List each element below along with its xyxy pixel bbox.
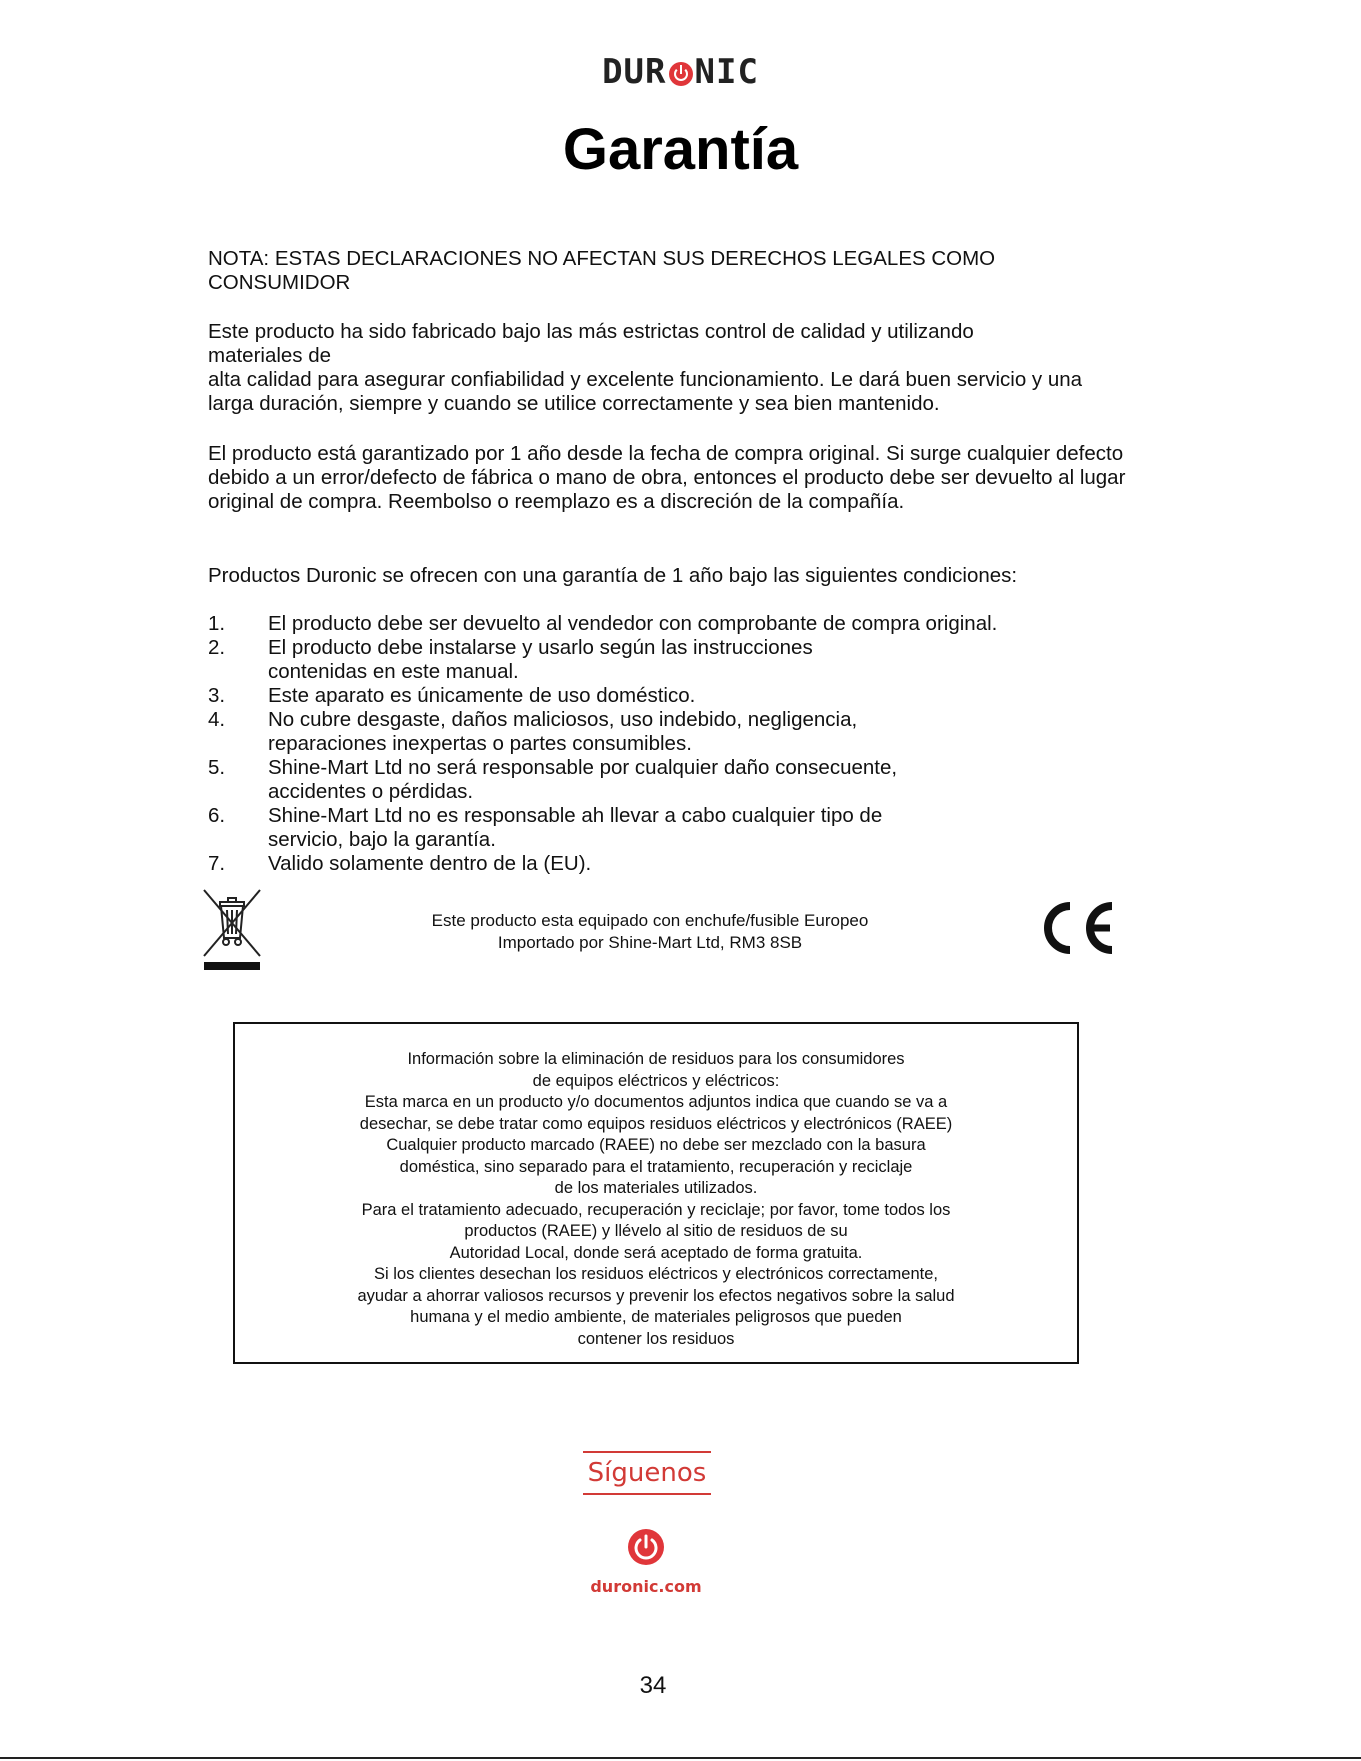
list-item bbox=[208, 852, 1108, 876]
paragraph-quality bbox=[208, 320, 1128, 416]
weee-info-text bbox=[235, 1049, 1077, 1350]
weee-info-box bbox=[233, 1022, 1079, 1364]
weee-bin-icon bbox=[202, 888, 264, 972]
logo-text-right: NIC bbox=[694, 52, 759, 92]
weee-line: contener los residuos bbox=[577, 1329, 735, 1348]
list-item bbox=[208, 804, 1108, 852]
list-item-number: 6. bbox=[208, 804, 226, 827]
weee-line: Información sobre la eliminación de residuos para los consumidores bbox=[407, 1050, 905, 1068]
weee-line: ayudar a ahorrar valiosos recursos y prevenir los efectos negativos sobre la salud bbox=[357, 1286, 955, 1305]
list-item-number: 1. bbox=[208, 612, 226, 635]
list-item-number: 4. bbox=[208, 708, 226, 731]
paragraph-quality-line3: alta calidad para asegurar confiabilidad y excelente funcionamiento. Le dará buen servicio y una larga duración, siempre y cuando se utilice correctamente y sea bien mantenido. bbox=[208, 368, 1083, 415]
bottom-divider bbox=[0, 1757, 1361, 1759]
list-item-number: 2. bbox=[208, 636, 226, 659]
ce-mark-icon bbox=[1040, 900, 1116, 956]
list-item-text: El producto debe ser devuelto al vendedor con comprobante de compra original. bbox=[268, 612, 998, 635]
logo-text-left: DUR bbox=[602, 52, 667, 92]
list-item-text-cont: reparaciones inexpertas o partes consumibles. bbox=[268, 732, 692, 755]
list-item-text-cont: servicio, bajo la garantía. bbox=[268, 828, 496, 851]
follow-us-heading: Síguenos bbox=[583, 1451, 711, 1495]
plug-note-line1: Este producto esta equipado con enchufe/fusible Europeo bbox=[431, 911, 869, 930]
list-item bbox=[208, 612, 1108, 636]
weee-line: de equipos eléctricos y eléctricos: bbox=[532, 1071, 780, 1090]
paragraph-quality-line1: Este producto ha sido fabricado bajo las más estrictas control de calidad y utilizando bbox=[208, 320, 974, 343]
weee-line: de los materiales utilizados. bbox=[554, 1179, 758, 1197]
weee-line: doméstica, sino separado para el tratamiento, recuperación y reciclaje bbox=[399, 1157, 913, 1176]
weee-line: humana y el medio ambiente, de materiales peligrosos que pueden bbox=[410, 1308, 902, 1326]
weee-line: desechar, se debe tratar como equipos residuos eléctricos y electrónicos (RAEE) bbox=[359, 1114, 953, 1133]
list-item-text-cont: accidentes o pérdidas. bbox=[268, 780, 474, 803]
list-item-text: Shine-Mart Ltd no es responsable ah llevar a cabo cualquier tipo de bbox=[268, 804, 883, 827]
paragraph-conditions-intro: Productos Duronic se ofrecen con una garantía de 1 año bajo las siguientes condiciones: bbox=[208, 564, 1018, 587]
list-item bbox=[208, 636, 1108, 684]
weee-line: Si los clientes desechan los residuos eléctricos y electrónicos correctamente, bbox=[373, 1265, 938, 1283]
weee-line: Autoridad Local, donde será aceptado de forma gratuita. bbox=[449, 1243, 863, 1262]
legal-notice: NOTA: ESTAS DECLARACIONES NO AFECTAN SUS DERECHOS LEGALES COMO CONSUMIDOR bbox=[208, 247, 996, 294]
list-item bbox=[208, 708, 1108, 756]
conditions-list bbox=[208, 612, 1108, 876]
page-number: 34 bbox=[639, 1672, 667, 1699]
plug-note bbox=[350, 910, 950, 954]
website-link[interactable]: duronic.com bbox=[590, 1577, 702, 1596]
list-item-number: 7. bbox=[208, 852, 226, 875]
power-icon[interactable] bbox=[627, 1528, 665, 1566]
list-item bbox=[208, 684, 1108, 708]
list-item-number: 3. bbox=[208, 684, 226, 707]
page-title: Garantía bbox=[562, 117, 799, 182]
list-item-text: Este aparato es únicamente de uso doméstico. bbox=[268, 684, 696, 707]
paragraph-quality-line2: materiales de bbox=[208, 344, 332, 367]
list-item bbox=[208, 756, 1108, 804]
logo-power-icon bbox=[669, 62, 693, 86]
plug-note-line2: Importado por Shine-Mart Ltd, RM3 8SB bbox=[497, 933, 803, 952]
brand-logo bbox=[0, 52, 1361, 92]
list-item-text: Shine-Mart Ltd no será responsable por cualquier daño consecuente, bbox=[268, 756, 898, 779]
paragraph-warranty: El producto está garantizado por 1 año desde la fecha de compra original. Si surge cualquier defecto debido a un error/defecto de fábrica o mano de obra, entonces el producto debe ser devuelto al lugar original de compra. Reembolso o reemplazo es a discreción de la compañía. bbox=[208, 442, 1126, 513]
list-item-text: Valido solamente dentro de la (EU). bbox=[268, 852, 592, 875]
list-item-text: El producto debe instalarse y usarlo según las instrucciones bbox=[268, 636, 813, 659]
weee-line: Cualquier producto marcado (RAEE) no debe ser mezclado con la basura bbox=[386, 1136, 926, 1154]
list-item-text: No cubre desgaste, daños maliciosos, uso indebido, negligencia, bbox=[268, 708, 858, 731]
list-item-text-cont: contenidas en este manual. bbox=[268, 660, 519, 683]
weee-line: Esta marca en un producto y/o documentos adjuntos indica que cuando se va a bbox=[364, 1093, 948, 1111]
weee-line: Para el tratamiento adecuado, recuperación y reciclaje; por favor, tome todos los bbox=[361, 1200, 951, 1219]
list-item-number: 5. bbox=[208, 756, 226, 779]
weee-line: productos (RAEE) y llévelo al sitio de residuos de su bbox=[464, 1222, 848, 1240]
